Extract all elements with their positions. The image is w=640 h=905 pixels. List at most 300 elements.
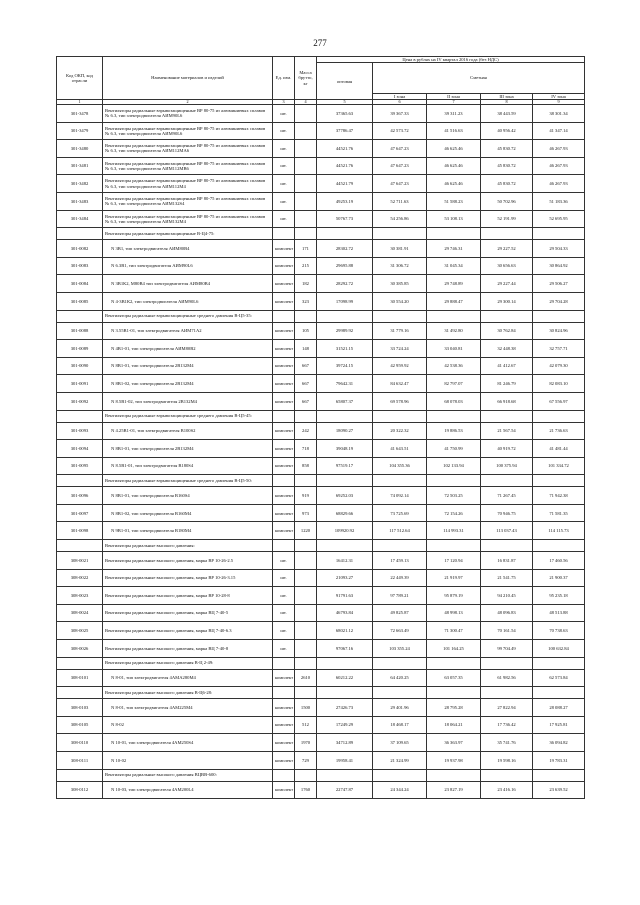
table-row: [57, 275, 585, 293]
zone1-price-cell: 47 647.23: [373, 175, 427, 193]
wholesale-price-cell: 68021.12: [317, 622, 373, 640]
unit-cell: шт.: [273, 604, 295, 622]
name-cell: N 8В1-01, тип электродвигателя В160S4: [103, 487, 273, 505]
unit-cell: шт.: [273, 157, 295, 175]
wholesale-price-cell: 37786.47: [317, 122, 373, 140]
code-cell: 301-3481: [57, 157, 103, 175]
mass-cell: 242: [295, 422, 317, 440]
empty-cell: [273, 410, 295, 422]
zone2-price-cell: 101 164.25: [427, 640, 481, 658]
zone3-price-cell: 27 822.94: [481, 699, 533, 717]
zone3-price-cell: 100 375.94: [481, 457, 533, 475]
wholesale-price-cell: 31521.15: [317, 340, 373, 358]
wholesale-price-cell: 17249.29: [317, 716, 373, 734]
empty-cell: [373, 687, 427, 699]
code-cell: 301-0097: [57, 504, 103, 522]
code-cell: 308-0103: [57, 699, 103, 717]
name-cell: N 3В1, тип электродвигателя АИМ80В4: [103, 240, 273, 258]
zone3-price-cell: 41 412.67: [481, 357, 533, 375]
wholesale-price-cell: 97519.17: [317, 457, 373, 475]
zone1-price-cell: 74 092.14: [373, 487, 427, 505]
zone1-price-cell: 42 573.72: [373, 122, 427, 140]
name-cell: N 10-01, тип электродвигателя 4АМ250S4: [103, 734, 273, 752]
name-cell: Вентиляторы радиальные высокого давления, марка ВР 10-28-8: [103, 587, 273, 605]
zone1-price-cell: 30 385.85: [373, 275, 427, 293]
name-cell: Вентиляторы радиальные взрывозащищенные ВР 80-75 из алюминиевых сплавов № 6.3, тип электродвигателя АИМ90L6: [103, 105, 273, 123]
zone3-price-cell: 50 702.96: [481, 192, 533, 210]
zone1-price-cell: 21 324.99: [373, 752, 427, 770]
code-cell: 301-0092: [57, 392, 103, 410]
wholesale-price-cell: 17098.99: [317, 292, 373, 310]
zone4-price-cell: 41 347.14: [533, 122, 585, 140]
zone2-price-cell: 39 311.23: [427, 105, 481, 123]
zone4-price-cell: 21 900.37: [533, 569, 585, 587]
zone3-price-cell: 32 448.38: [481, 340, 533, 358]
zone4-price-cell: 19 783.31: [533, 752, 585, 770]
mass-cell: 171: [295, 240, 317, 258]
name-cell: N 3В1К2, М80В4 тип электродвигателя АИМ80В4: [103, 275, 273, 293]
mass-cell: 667: [295, 375, 317, 393]
mass-cell: [295, 157, 317, 175]
empty-cell: [533, 310, 585, 322]
zone3-price-cell: 70 161.54: [481, 622, 533, 640]
zone4-price-cell: 42 079.30: [533, 357, 585, 375]
zone2-price-cell: 41 750.99: [427, 440, 481, 458]
zone4-price-cell: 71 581.35: [533, 504, 585, 522]
code-cell: 308-0110: [57, 734, 103, 752]
unit-cell: комплект: [273, 522, 295, 540]
zone2-price-cell: 29 746.31: [427, 240, 481, 258]
name-cell: N 6.3В1, тип электродвигателя АИМ90L6: [103, 257, 273, 275]
zone4-price-cell: 28 088.27: [533, 699, 585, 717]
empty-cell: [295, 228, 317, 240]
zone4-price-cell: 29 704.28: [533, 292, 585, 310]
zone2-price-cell: 41 516.63: [427, 122, 481, 140]
wholesale-price-cell: 34712.89: [317, 734, 373, 752]
empty-cell: [427, 657, 481, 669]
zone2-price-cell: 72 154.26: [427, 504, 481, 522]
empty-cell: [373, 540, 427, 552]
table-row: [57, 552, 585, 570]
unit-cell: комплект: [273, 734, 295, 752]
zone1-price-cell: 64 420.25: [373, 669, 427, 687]
empty-cell: [295, 310, 317, 322]
empty-cell: [273, 310, 295, 322]
empty-cell: [317, 310, 373, 322]
zone4-price-cell: 62 573.84: [533, 669, 585, 687]
zone3-header: III зона: [481, 93, 533, 99]
unit-cell: комплект: [273, 504, 295, 522]
code-cell: 308-0024: [57, 604, 103, 622]
zone2-price-cell: 33 040.81: [427, 340, 481, 358]
mass-cell: [295, 140, 317, 158]
empty-cell: [57, 310, 103, 322]
mass-cell: 323: [295, 292, 317, 310]
zone2-price-cell: 19 937.98: [427, 752, 481, 770]
table-row: [57, 734, 585, 752]
empty-cell: [273, 769, 295, 781]
empty-cell: [295, 475, 317, 487]
empty-cell: [427, 310, 481, 322]
code-cell: 301-0090: [57, 357, 103, 375]
zone4-price-cell: 100 632.84: [533, 640, 585, 658]
name-cell: N 8-01, тип электродвигателя 4АМА280М4: [103, 669, 273, 687]
table-row: [57, 440, 585, 458]
zone4-price-cell: 52 695.95: [533, 210, 585, 228]
empty-cell: [533, 475, 585, 487]
zone2-price-cell: 23 827.19: [427, 781, 481, 799]
zone3-price-cell: 45 830.72: [481, 140, 533, 158]
unit-cell: комплект: [273, 781, 295, 799]
section-title-cell: Вентиляторы радиальные взрывозащищенные среднего давления В-Ц5-50:: [103, 475, 273, 487]
zone4-price-cell: 114 115.73: [533, 522, 585, 540]
empty-cell: [295, 540, 317, 552]
zone2-price-cell: 48 998.13: [427, 604, 481, 622]
empty-cell: [481, 410, 533, 422]
mass-cell: 1500: [295, 699, 317, 717]
zone1-price-cell: 41 643.51: [373, 440, 427, 458]
column-index: 9: [533, 100, 585, 105]
unit-cell: шт.: [273, 105, 295, 123]
empty-cell: [373, 410, 427, 422]
zone1-price-cell: 103 355.24: [373, 640, 427, 658]
zone4-price-cell: 36 094.82: [533, 734, 585, 752]
code-cell: 301-3479: [57, 122, 103, 140]
zone2-price-cell: 28 795.28: [427, 699, 481, 717]
wholesale-price-cell: 46793.84: [317, 604, 373, 622]
wholesale-price-cell: 29695.88: [317, 257, 373, 275]
unit-cell: комплект: [273, 699, 295, 717]
zone1-price-cell: 84 632.47: [373, 375, 427, 393]
zone4-price-cell: 23 639.52: [533, 781, 585, 799]
zone3-price-cell: 21 567.54: [481, 422, 533, 440]
zone1-header: I зона: [373, 93, 427, 99]
zone3-price-cell: 19 598.16: [481, 752, 533, 770]
zone3-price-cell: 52 191.99: [481, 210, 533, 228]
table-row: [57, 487, 585, 505]
zone3-price-cell: 40 956.42: [481, 122, 533, 140]
zone1-price-cell: 39 367.33: [373, 105, 427, 123]
section-row: [57, 310, 585, 322]
zone2-price-cell: 51 588.23: [427, 192, 481, 210]
code-cell: 301-0096: [57, 487, 103, 505]
zone4-price-cell: 70 738.63: [533, 622, 585, 640]
section-title-cell: Вентиляторы радиальные высокого давления ВЦВВ-600:: [103, 769, 273, 781]
empty-cell: [373, 769, 427, 781]
empty-cell: [317, 657, 373, 669]
zone1-price-cell: 31 306.72: [373, 257, 427, 275]
empty-cell: [373, 657, 427, 669]
mass-cell: [295, 192, 317, 210]
zone3-price-cell: 40 919.72: [481, 440, 533, 458]
code-cell: 301-0098: [57, 522, 103, 540]
wholesale-price-cell: 60212.22: [317, 669, 373, 687]
zone3-price-cell: 71 267.45: [481, 487, 533, 505]
code-cell: 308-0025: [57, 622, 103, 640]
mass-cell: 105: [295, 322, 317, 340]
empty-cell: [57, 687, 103, 699]
zone2-price-cell: 36 363.97: [427, 734, 481, 752]
table-row: [57, 105, 585, 123]
unit-cell: шт.: [273, 140, 295, 158]
mass-header: Масса брутто, кг: [295, 57, 317, 100]
code-cell: 308-0023: [57, 587, 103, 605]
table-row: [57, 457, 585, 475]
unit-cell: комплект: [273, 292, 295, 310]
mass-cell: 718: [295, 440, 317, 458]
empty-cell: [373, 310, 427, 322]
section-title-cell: Вентиляторы радиальные взрывозащищенные В-Ц4-75:: [103, 228, 273, 240]
wholesale-price-cell: 27426.73: [317, 699, 373, 717]
empty-cell: [273, 228, 295, 240]
zone2-price-cell: 82 797.07: [427, 375, 481, 393]
unit-cell: комплект: [273, 440, 295, 458]
unit-cell: комплект: [273, 752, 295, 770]
empty-cell: [533, 657, 585, 669]
zone1-price-cell: 54 256.86: [373, 210, 427, 228]
wholesale-price-cell: 69252.03: [317, 487, 373, 505]
zone1-price-cell: 117 512.64: [373, 522, 427, 540]
zone3-price-cell: 99 704.49: [481, 640, 533, 658]
zone1-price-cell: 97 789.21: [373, 587, 427, 605]
wholesale-price-cell: 97067.16: [317, 640, 373, 658]
wholesale-price-cell: 91791.63: [317, 587, 373, 605]
zone4-price-cell: 48 513.88: [533, 604, 585, 622]
zone4-price-cell: 46 267.93: [533, 175, 585, 193]
empty-cell: [273, 540, 295, 552]
table-row: [57, 752, 585, 770]
code-cell: 308-0021: [57, 552, 103, 570]
zone4-price-cell: 67 556.97: [533, 392, 585, 410]
empty-cell: [481, 687, 533, 699]
zone1-price-cell: 42 959.92: [373, 357, 427, 375]
unit-cell: комплект: [273, 257, 295, 275]
name-cell: N 8.5В1-02, тип электродвигателя 2В132М4: [103, 392, 273, 410]
zone4-price-cell: 30 824.96: [533, 322, 585, 340]
zone2-price-cell: 31 492.80: [427, 322, 481, 340]
zone2-header: II зона: [427, 93, 481, 99]
zone2-price-cell: 46 625.46: [427, 157, 481, 175]
name-cell: N 3.55В1-01, тип электродвигателя АИМ71А2: [103, 322, 273, 340]
wholesale-price-cell: 28292.72: [317, 275, 373, 293]
section-title-cell: Вентиляторы радиальные высокого давления:: [103, 540, 273, 552]
mass-cell: 182: [295, 275, 317, 293]
zone2-price-cell: 46 625.46: [427, 175, 481, 193]
empty-cell: [533, 687, 585, 699]
mass-cell: [295, 122, 317, 140]
mass-cell: 512: [295, 716, 317, 734]
wholesale-price-cell: 28302.72: [317, 240, 373, 258]
mass-cell: [295, 604, 317, 622]
table-row: [57, 569, 585, 587]
section-row: [57, 540, 585, 552]
table-row: [57, 357, 585, 375]
column-index: 4: [295, 100, 317, 105]
zone3-price-cell: 81 246.79: [481, 375, 533, 393]
unit-cell: комплект: [273, 240, 295, 258]
unit-cell: шт.: [273, 192, 295, 210]
table-row: [57, 699, 585, 717]
zone1-price-cell: 47 647.23: [373, 157, 427, 175]
name-cell: N 8В1-01, тип электродвигателя 2В132М4: [103, 357, 273, 375]
unit-cell: шт.: [273, 569, 295, 587]
name-cell: N 8-01, тип электродвигателя 4АМ225М4: [103, 699, 273, 717]
zone2-price-cell: 95 879.19: [427, 587, 481, 605]
mass-cell: [295, 105, 317, 123]
zone2-price-cell: 102 133.94: [427, 457, 481, 475]
mass-cell: 667: [295, 357, 317, 375]
table-row: [57, 375, 585, 393]
zone4-price-cell: 32 757.71: [533, 340, 585, 358]
section-title-cell: Вентиляторы радиальные взрывозащищенные среднего давления В-Ц5-35:: [103, 310, 273, 322]
name-cell: Вентиляторы радиальные взрывозащищенные ВР 80-75 из алюминиевых сплавов № 6.3, тип электродвигателя АИМ90L6: [103, 122, 273, 140]
zone2-price-cell: 53 108.13: [427, 210, 481, 228]
wholesale-price-cell: 16412.31: [317, 552, 373, 570]
zone1-price-cell: 18 468.17: [373, 716, 427, 734]
zone3-price-cell: 30 656.63: [481, 257, 533, 275]
wholesale-price-cell: 50767.73: [317, 210, 373, 228]
name-cell: Вентиляторы радиальные взрывозащищенные ВР 80-75 из алюминиевых сплавов № 6.3, тип электродвигателя АИМ132М4: [103, 210, 273, 228]
name-cell: Вентиляторы радиальные взрывозащищенные ВР 80-75 из алюминиевых сплавов № 6.3, тип электродвигателя АИМ112МА6: [103, 140, 273, 158]
empty-cell: [533, 769, 585, 781]
zone1-price-cell: 30 381.91: [373, 240, 427, 258]
name-cell: N 8В1-02, тип электродвигателя В160М4: [103, 504, 273, 522]
code-cell: 301-0084: [57, 275, 103, 293]
zone4-price-cell: 30 864.92: [533, 257, 585, 275]
zone2-price-cell: 17 120.94: [427, 552, 481, 570]
code-cell: 301-0085: [57, 292, 103, 310]
empty-cell: [57, 540, 103, 552]
zone4-price-cell: 46 267.93: [533, 157, 585, 175]
zone3-price-cell: 48 096.83: [481, 604, 533, 622]
unit-cell: шт.: [273, 122, 295, 140]
zone2-price-cell: 71 300.47: [427, 622, 481, 640]
empty-cell: [57, 657, 103, 669]
wholesale-price-cell: 65807.37: [317, 392, 373, 410]
unit-cell: комплект: [273, 716, 295, 734]
code-cell: 301-3478: [57, 105, 103, 123]
name-cell: Вентиляторы радиальные взрывозащищенные ВР 80-75 из алюминиевых сплавов № 6.3, тип электродвигателя АИМ112М4: [103, 175, 273, 193]
empty-cell: [427, 687, 481, 699]
table-row: [57, 210, 585, 228]
unit-cell: комплект: [273, 422, 295, 440]
zone4-price-cell: 71 942.38: [533, 487, 585, 505]
empty-cell: [273, 475, 295, 487]
empty-cell: [481, 657, 533, 669]
empty-cell: [317, 540, 373, 552]
name-cell: Вентиляторы радиальные высокого давления, марка ВЦ 7-40-8: [103, 640, 273, 658]
mass-cell: 919: [295, 487, 317, 505]
zone4-price-cell: 46 267.93: [533, 140, 585, 158]
zone2-price-cell: 46 625.46: [427, 140, 481, 158]
zone4-price-cell: 21 736.63: [533, 422, 585, 440]
empty-cell: [533, 410, 585, 422]
price-header: Цена в рублях на IV квартал 2016 года (без НДС): [317, 57, 585, 63]
zone2-price-cell: 29 748.89: [427, 275, 481, 293]
unit-cell: комплект: [273, 457, 295, 475]
table-row: [57, 322, 585, 340]
empty-cell: [317, 410, 373, 422]
zone3-price-cell: 30 762.84: [481, 322, 533, 340]
unit-cell: комплект: [273, 340, 295, 358]
wholesale-header: оптовая: [317, 63, 373, 100]
unit-cell: комплект: [273, 375, 295, 393]
empty-cell: [427, 475, 481, 487]
table-row: [57, 140, 585, 158]
name-header: Наименование материалов и изделий: [103, 57, 273, 100]
section-title-cell: Вентиляторы радиальные высокого давления В-Ц6-28:: [103, 687, 273, 699]
table-row: [57, 504, 585, 522]
table-row: [57, 640, 585, 658]
mass-cell: 667: [295, 392, 317, 410]
column-index: 8: [481, 100, 533, 105]
column-index: 5: [317, 100, 373, 105]
empty-cell: [427, 769, 481, 781]
zone3-price-cell: 113 037.43: [481, 522, 533, 540]
section-row: [57, 475, 585, 487]
zone1-price-cell: 49 825.87: [373, 604, 427, 622]
zone3-price-cell: 35 741.76: [481, 734, 533, 752]
empty-cell: [481, 310, 533, 322]
wholesale-price-cell: 29989.92: [317, 322, 373, 340]
code-cell: 308-0105: [57, 716, 103, 734]
wholesale-price-cell: 39048.19: [317, 440, 373, 458]
zone4-price-cell: 41 481.44: [533, 440, 585, 458]
unit-cell: комплект: [273, 357, 295, 375]
wholesale-price-cell: 109920.92: [317, 522, 373, 540]
code-cell: 308-0022: [57, 569, 103, 587]
name-cell: Вентиляторы радиальные высокого давления, марка ВР 10-26-3.15: [103, 569, 273, 587]
mass-cell: 1970: [295, 734, 317, 752]
name-cell: N 4В1-01, тип электродвигателя АИМ80В2: [103, 340, 273, 358]
empty-cell: [481, 228, 533, 240]
zone4-price-cell: 95 235.18: [533, 587, 585, 605]
zone1-price-cell: 104 355.36: [373, 457, 427, 475]
zone4-price-cell: 17 925.81: [533, 716, 585, 734]
name-cell: Вентиляторы радиальные взрывозащищенные ВР 80-75 из алюминиевых сплавов № 6.3, тип электродвигателя АИМ112МВ6: [103, 157, 273, 175]
code-cell: 301-3482: [57, 175, 103, 193]
table-row: [57, 257, 585, 275]
price-table: [56, 56, 585, 799]
zone4-price-cell: 29 506.27: [533, 275, 585, 293]
code-cell: 301-3484: [57, 210, 103, 228]
empty-cell: [295, 410, 317, 422]
empty-cell: [57, 475, 103, 487]
column-index: 6: [373, 100, 427, 105]
zone4-price-cell: 101 334.72: [533, 457, 585, 475]
name-cell: N 10-02: [103, 752, 273, 770]
zone2-price-cell: 21 919.97: [427, 569, 481, 587]
code-cell: 308-0111: [57, 752, 103, 770]
zone2-price-cell: 31 045.34: [427, 257, 481, 275]
code-cell: 301-0095: [57, 457, 103, 475]
mass-cell: 973: [295, 504, 317, 522]
mass-cell: 729: [295, 752, 317, 770]
wholesale-price-cell: 37365.63: [317, 105, 373, 123]
wholesale-price-cell: 44521.76: [317, 157, 373, 175]
zone3-price-cell: 23 416.16: [481, 781, 533, 799]
mass-cell: [295, 210, 317, 228]
column-index: 2: [103, 100, 273, 105]
zone3-price-cell: 29 227.52: [481, 240, 533, 258]
unit-cell: шт.: [273, 552, 295, 570]
table-row: [57, 240, 585, 258]
table-row: [57, 292, 585, 310]
zone2-price-cell: 114 993.31: [427, 522, 481, 540]
name-cell: N 9В1-01, тип электродвигателя В180М4: [103, 522, 273, 540]
empty-cell: [533, 228, 585, 240]
empty-cell: [317, 228, 373, 240]
